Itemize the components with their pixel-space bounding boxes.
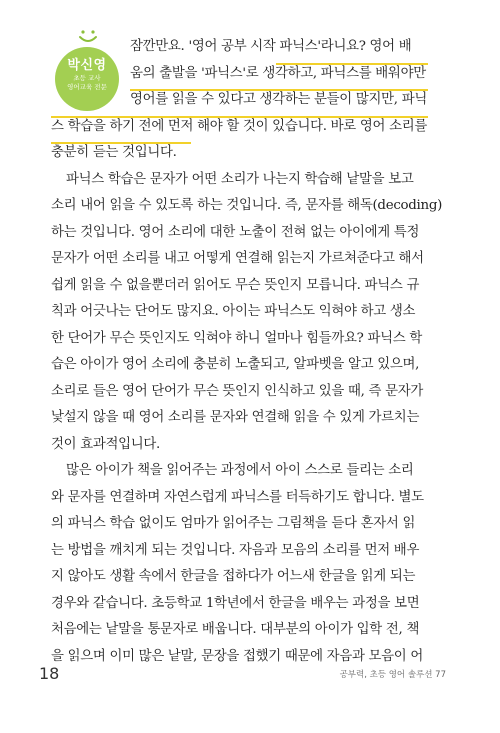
author-subtitle-2: 영어교육 전문: [67, 82, 107, 91]
author-name: 박신영: [67, 58, 107, 73]
text-line: 처음에는 낱말을 통문자로 배웁니다. 대부분의 아이가 입학 전, 책: [51, 622, 420, 637]
text-line: 많은 아이가 책을 읽어주는 과정에서 아이 스스로 들리는 소리: [66, 463, 414, 478]
author-badge-circle: [55, 47, 119, 111]
text-line: 칙과 어긋나는 단어도 많지요. 아이는 파닉스도 익혀야 하고 생소: [51, 304, 416, 319]
text-line: 충분히 듣는 것입니다.: [51, 145, 177, 160]
text-line: 쉽게 읽을 수 없을뿐더러 읽어도 무슨 뜻인지 모릅니다. 파닉스 규: [51, 277, 420, 293]
text-line: 움의 출발을 '파닉스'로 생각하고, 파닉스를 배워야만: [130, 65, 426, 81]
text-line: 와 문자를 연결하며 자연스럽게 파닉스를 터득하기도 합니다. 별도: [51, 489, 424, 505]
page-number: 18: [39, 664, 60, 683]
text-line: 의 파닉스 학습 없이도 엄마가 읽어주는 그림책을 듣다 혼자서 읽: [51, 516, 416, 531]
text-line: 지 않아도 생활 속에서 한글을 접하다가 어느새 한글을 읽게 되는: [51, 569, 416, 584]
text-line: 문자가 어떤 소리를 내고 어떻게 연결해 읽는지 가르쳐준다고 해서: [51, 251, 424, 266]
text-line: 소리 내어 읽을 수 있도록 하는 것입니다. 즉, 문자를 해독(decoding): [51, 198, 443, 213]
text-line: 소리로 들은 영어 단어가 무슨 뜻인지 인식하고 있을 때, 즉 문자가: [51, 383, 424, 399]
text-line: 것이 효과적입니다.: [51, 436, 160, 452]
text-line: 경우와 같습니다. 초등학교 1학년에서 한글을 배우는 과정을 보면: [51, 595, 420, 611]
text-line: 는 방법을 깨치게 되는 것입니다. 자음과 모음의 소리를 먼저 배우: [51, 542, 420, 558]
text-line: 스 학습을 하기 전에 먼저 해야 할 것이 있습니다. 바로 영어 소리를: [51, 118, 427, 134]
author-subtitle-1: 초등 교사: [73, 74, 101, 82]
text-line: 하는 것입니다. 영어 소리에 대한 노출이 전혀 없는 아이에게 특정: [51, 224, 420, 240]
text-line: 낯설지 않을 때 영어 소리를 문자와 연결해 읽을 수 있게 가르치는: [51, 410, 420, 425]
smiley-icon: [77, 28, 99, 46]
text-line: 습은 아이가 영어 소리에 충분히 노출되고, 알파벳을 알고 있으며,: [51, 357, 420, 372]
text-line: 영어를 읽을 수 있다고 생각하는 분들이 많지만, 파닉: [130, 92, 427, 107]
text-line: 파닉스 학습은 문자가 어떤 소리가 나는지 학습해 낱말을 보고: [66, 171, 414, 187]
text-line: 잠깐만요. '영어 공부 시작 파닉스'라니요? 영어 배: [130, 39, 412, 54]
text-line: 을 읽으며 이미 많은 낱말, 문장을 접했기 때문에 자음과 모음이 어: [51, 648, 424, 664]
text-line: 한 단어가 무슨 뜻인지도 익혀야 하니 얼마나 힘들까요? 파닉스 학: [51, 330, 423, 346]
running-footer: 공부력, 초등 영어 솔루션 77: [339, 670, 446, 680]
